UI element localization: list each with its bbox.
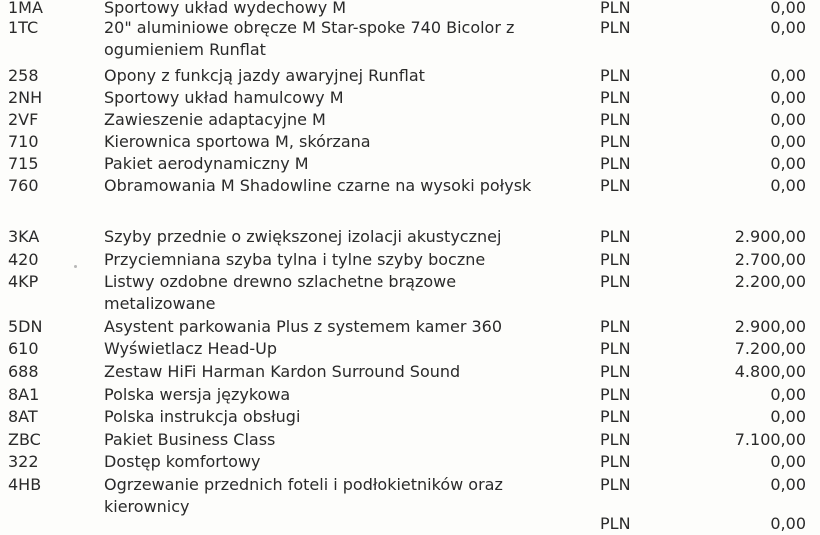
option-description: Asystent parkowania Plus z systemem kamer 360	[104, 317, 503, 336]
option-code: 258	[8, 66, 39, 85]
option-currency: PLN	[600, 475, 631, 494]
option-currency: PLN	[600, 0, 631, 17]
option-code: 420	[8, 250, 39, 269]
option-price: 2.200,00	[734, 272, 806, 291]
option-currency: PLN	[600, 132, 631, 151]
option-price: 7.100,00	[734, 430, 806, 449]
option-currency: PLN	[600, 154, 631, 173]
option-description: Wyświetlacz Head-Up	[104, 339, 277, 358]
option-currency: PLN	[600, 514, 631, 533]
option-price: 0,00	[770, 514, 806, 533]
option-description: Zestaw HiFi Harman Kardon Surround Sound	[104, 362, 461, 381]
option-description: Przyciemniana szyba tylna i tylne szyby boczne	[104, 250, 486, 269]
option-currency: PLN	[600, 227, 631, 246]
option-description: Ogrzewanie przednich foteli i podłokietników oraz kierownicy	[104, 475, 503, 516]
option-price: 0,00	[770, 385, 806, 404]
option-code: 610	[8, 339, 39, 358]
option-currency: PLN	[600, 430, 631, 449]
option-code: 4HB	[8, 475, 42, 494]
option-price: 4.800,00	[734, 362, 806, 381]
option-currency: PLN	[600, 250, 631, 269]
option-code: 1TC	[8, 18, 39, 37]
option-description: Polska wersja językowa	[104, 385, 291, 404]
option-currency: PLN	[600, 110, 631, 129]
option-description: Listwy ozdobne drewno szlachetne brązowe metalizowane	[104, 272, 457, 313]
option-description: Sportowy układ hamulcowy M	[104, 88, 344, 107]
option-code: 688	[8, 362, 39, 381]
option-code: 3KA	[8, 227, 40, 246]
option-currency: PLN	[600, 407, 631, 426]
option-description: Pakiet aerodynamiczny M	[104, 154, 309, 173]
option-price: 0,00	[770, 154, 806, 173]
option-code: ZBC	[8, 430, 41, 449]
option-description: Sportowy układ wydechowy M	[104, 0, 347, 17]
option-code: 322	[8, 452, 39, 471]
option-description: 20" aluminiowe obręcze M Star-spoke 740 Bicolor z ogumieniem Runflat	[104, 18, 515, 59]
option-currency: PLN	[600, 317, 631, 336]
option-description: Opony z funkcją jazdy awaryjnej Runflat	[104, 66, 425, 85]
option-description: Zawieszenie adaptacyjne M	[104, 110, 326, 129]
option-currency: PLN	[600, 339, 631, 358]
option-price: 2.700,00	[734, 250, 806, 269]
option-price: 0,00	[770, 66, 806, 85]
option-code: 2VF	[8, 110, 39, 129]
option-price: 0,00	[770, 0, 806, 17]
scan-speck	[74, 265, 77, 268]
option-currency: PLN	[600, 88, 631, 107]
option-description: Polska instrukcja obsługi	[104, 407, 301, 426]
option-currency: PLN	[600, 176, 631, 195]
option-price: 0,00	[770, 407, 806, 426]
option-code: 2NH	[8, 88, 43, 107]
option-price: 0,00	[770, 110, 806, 129]
option-code: 760	[8, 176, 39, 195]
option-price: 0,00	[770, 176, 806, 195]
option-price: 2.900,00	[734, 227, 806, 246]
option-price: 7.200,00	[734, 339, 806, 358]
option-currency: PLN	[600, 272, 631, 291]
option-price: 0,00	[770, 475, 806, 494]
option-price: 0,00	[770, 18, 806, 37]
option-price: 0,00	[770, 452, 806, 471]
option-description: Kierownica sportowa M, skórzana	[104, 132, 371, 151]
option-description: Obramowania M Shadowline czarne na wysoki połysk	[104, 176, 532, 195]
option-description: Dostęp komfortowy	[104, 452, 261, 471]
option-currency: PLN	[600, 18, 631, 37]
option-currency: PLN	[600, 452, 631, 471]
option-description: Pakiet Business Class	[104, 430, 276, 449]
option-code: 5DN	[8, 317, 43, 336]
option-code: 4KP	[8, 272, 39, 291]
option-currency: PLN	[600, 385, 631, 404]
option-price: 0,00	[770, 88, 806, 107]
option-code: 8AT	[8, 407, 38, 426]
option-price: 0,00	[770, 132, 806, 151]
option-description: Szyby przednie o zwiększonej izolacji akustycznej	[104, 227, 502, 246]
option-price: 2.900,00	[734, 317, 806, 336]
option-code: 8A1	[8, 385, 40, 404]
option-code: 715	[8, 154, 39, 173]
option-currency: PLN	[600, 362, 631, 381]
option-code: 710	[8, 132, 39, 151]
option-code: 1MA	[8, 0, 43, 17]
option-currency: PLN	[600, 66, 631, 85]
